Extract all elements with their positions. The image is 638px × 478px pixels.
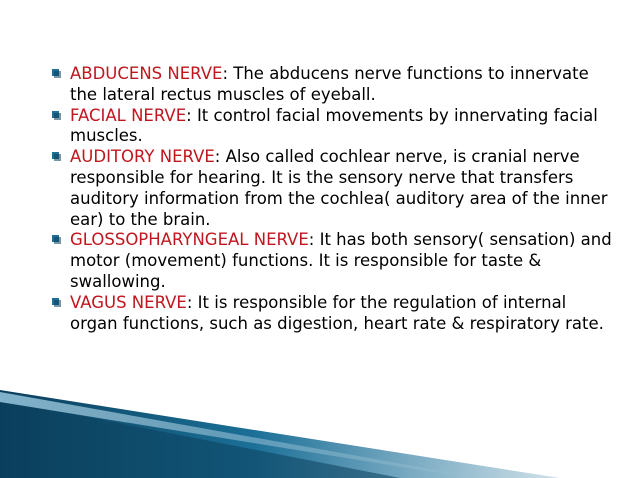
bullet-list (52, 64, 612, 334)
square-bullet-icon (52, 69, 61, 78)
bullet-item-auditory (52, 147, 612, 230)
bullet-item-facial (52, 106, 612, 148)
bullet-text: : It has both sensory( sensation) and motor (movement) functions. It is responsible for taste & swallowing. (70, 230, 612, 291)
bullet-term: AUDITORY NERVE (70, 147, 215, 167)
bullet-text: : Also called cochlear nerve, is cranial nerve responsible for hearing. It is the sensory nerve that transfers auditory information from the cochlea( auditory area of the inner ear) to the brain. (70, 147, 608, 229)
bullet-item-vagus (52, 293, 612, 335)
bullet-term: VAGUS NERVE (70, 292, 187, 312)
bullet-term: GLOSSOPHARYNGEAL NERVE (70, 230, 309, 250)
bullet-item-abducens (52, 64, 612, 106)
decorative-corner-swoosh (0, 388, 638, 478)
bullet-text: : It is responsible for the regulation of internal organ functions, such as digestion, heart rate & respiratory rate. (70, 292, 604, 333)
bullet-text: : It control facial movements by innervating facial muscles. (70, 105, 598, 146)
bullet-text: : The abducens nerve functions to innervate the lateral rectus muscles of eyeball. (70, 64, 589, 104)
bullet-item-glossopharyngeal (52, 230, 612, 292)
square-bullet-icon (52, 235, 61, 244)
bullet-term: FACIAL NERVE (70, 105, 187, 125)
square-bullet-icon (52, 111, 61, 120)
bullet-term: ABDUCENS NERVE (70, 64, 223, 83)
square-bullet-icon (52, 152, 61, 161)
square-bullet-icon (52, 298, 61, 307)
